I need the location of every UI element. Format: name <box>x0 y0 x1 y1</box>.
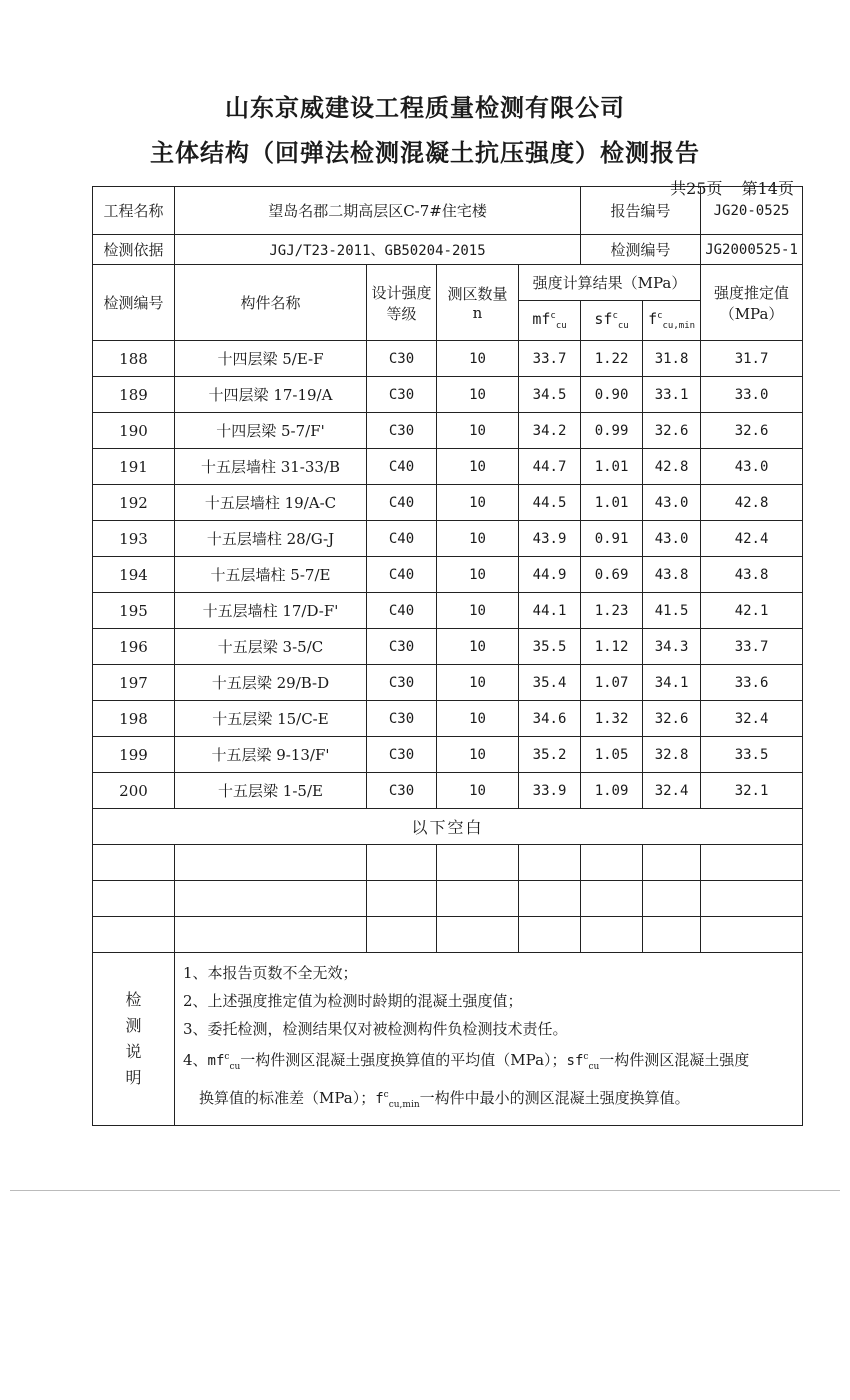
cell-mean: 33.9 <box>519 773 581 809</box>
cell-mean: 34.6 <box>519 701 581 737</box>
empty-cell <box>93 881 175 917</box>
project-label: 工程名称 <box>93 187 175 235</box>
cell-est: 32.6 <box>701 413 803 449</box>
note-3: 3、委托检测，检测结果仅对被检测构件负检测技术责任。 <box>183 1020 568 1038</box>
scan-edge-line <box>10 1190 840 1191</box>
cell-id: 194 <box>93 557 175 593</box>
note-4-line-2a: 换算值的标准差（MPa）； <box>199 1089 376 1107</box>
cell-min: 32.6 <box>643 701 701 737</box>
cell-grade: C30 <box>367 377 437 413</box>
cell-est: 32.1 <box>701 773 803 809</box>
cell-zones: 10 <box>437 485 519 521</box>
cell-zones: 10 <box>437 737 519 773</box>
empty-row <box>93 845 803 881</box>
table-row <box>93 413 803 449</box>
empty-cell <box>437 845 519 881</box>
empty-row <box>93 917 803 953</box>
test-no-value: JG2000525-1 <box>701 235 803 265</box>
cell-est: 42.4 <box>701 521 803 557</box>
info-row-basis <box>93 235 803 265</box>
report-no-value: JG20-0525 <box>701 187 803 235</box>
cell-id: 188 <box>93 341 175 377</box>
cell-id: 197 <box>93 665 175 701</box>
cell-grade: C30 <box>367 773 437 809</box>
cell-grade: C30 <box>367 413 437 449</box>
empty-cell <box>643 917 701 953</box>
cell-min: 32.4 <box>643 773 701 809</box>
cell-sd: 1.01 <box>581 449 643 485</box>
cell-mean: 44.5 <box>519 485 581 521</box>
cell-id: 189 <box>93 377 175 413</box>
cell-mean: 34.5 <box>519 377 581 413</box>
cell-component: 十五层墙柱 17/D-F' <box>175 593 367 629</box>
report-no-label: 报告编号 <box>581 187 701 235</box>
table-row <box>93 341 803 377</box>
table-row <box>93 773 803 809</box>
table-row <box>93 737 803 773</box>
min-symbol: f <box>648 310 658 328</box>
note-2: 2、上述强度推定值为检测时龄期的混凝土强度值； <box>183 992 523 1010</box>
cell-est: 43.8 <box>701 557 803 593</box>
empty-cell <box>367 917 437 953</box>
cell-mean: 44.7 <box>519 449 581 485</box>
cell-min: 42.8 <box>643 449 701 485</box>
cell-sd: 0.90 <box>581 377 643 413</box>
col-calc-header: 强度计算结果（MPa） <box>519 265 701 301</box>
cell-id: 196 <box>93 629 175 665</box>
cell-min: 43.8 <box>643 557 701 593</box>
cell-est: 43.0 <box>701 449 803 485</box>
cell-sd: 1.22 <box>581 341 643 377</box>
notes-content <box>175 953 803 1126</box>
cell-sd: 1.07 <box>581 665 643 701</box>
cell-id: 193 <box>93 521 175 557</box>
cell-component: 十五层梁 1-5/E <box>175 773 367 809</box>
info-row-project <box>93 187 803 235</box>
empty-cell <box>93 845 175 881</box>
notes-label-text: 检 测 说 明 <box>125 990 142 1087</box>
cell-sd: 0.99 <box>581 413 643 449</box>
cell-sd: 0.91 <box>581 521 643 557</box>
cell-min: 33.1 <box>643 377 701 413</box>
report-title: 主体结构（回弹法检测混凝土抗压强度）检测报告 <box>150 138 700 167</box>
table-row <box>93 701 803 737</box>
cell-sd: 1.09 <box>581 773 643 809</box>
cell-est: 32.4 <box>701 701 803 737</box>
min-sub: cu,min <box>662 321 696 331</box>
cell-zones: 10 <box>437 377 519 413</box>
empty-row <box>93 881 803 917</box>
cell-zones: 10 <box>437 773 519 809</box>
sd-symbol: sf <box>594 310 613 328</box>
table-row <box>93 665 803 701</box>
col-mean-header <box>519 301 581 341</box>
cell-zones: 10 <box>437 521 519 557</box>
table-row <box>93 629 803 665</box>
table-row <box>93 593 803 629</box>
note-4-min-sub: cu,min <box>388 1100 420 1110</box>
cell-mean: 35.2 <box>519 737 581 773</box>
mean-symbol: mf <box>532 310 551 328</box>
empty-cell <box>581 881 643 917</box>
cell-min: 32.6 <box>643 413 701 449</box>
cell-est: 33.6 <box>701 665 803 701</box>
min-sup: c <box>657 311 663 321</box>
cell-est: 33.0 <box>701 377 803 413</box>
blank-note: 以下空白 <box>93 809 803 845</box>
cell-grade: C40 <box>367 593 437 629</box>
cell-zones: 10 <box>437 593 519 629</box>
cell-id: 192 <box>93 485 175 521</box>
cell-min: 43.0 <box>643 521 701 557</box>
cell-grade: C40 <box>367 557 437 593</box>
cell-min: 32.8 <box>643 737 701 773</box>
note-4-prefix: 4、 <box>183 1051 208 1069</box>
sd-sub: cu <box>617 321 629 331</box>
cell-min: 41.5 <box>643 593 701 629</box>
empty-cell <box>581 845 643 881</box>
empty-cell <box>93 917 175 953</box>
cell-component: 十四层梁 5/E-F <box>175 341 367 377</box>
cell-id: 200 <box>93 773 175 809</box>
col-sd-header <box>581 301 643 341</box>
cell-sd: 1.23 <box>581 593 643 629</box>
empty-cell <box>175 881 367 917</box>
page-number: 第14页 <box>741 179 794 198</box>
cell-zones: 10 <box>437 449 519 485</box>
cell-id: 190 <box>93 413 175 449</box>
note-4-mean-sub: cu <box>229 1062 241 1072</box>
note-4-min-sup: c <box>383 1090 389 1100</box>
cell-mean: 44.1 <box>519 593 581 629</box>
col-zones-sub: n <box>472 304 483 322</box>
mean-sup: c <box>550 311 556 321</box>
notes-label <box>93 953 175 1126</box>
col-grade-header: 设计强度等级 <box>367 265 437 341</box>
cell-min: 31.8 <box>643 341 701 377</box>
cell-sd: 1.32 <box>581 701 643 737</box>
cell-id: 199 <box>93 737 175 773</box>
empty-cell <box>367 881 437 917</box>
note-4-line-2b: 一构件中最小的测区混凝土强度换算值。 <box>419 1089 690 1107</box>
company-name: 山东京威建设工程质量检测有限公司 <box>225 93 625 122</box>
note-4-part-1: 一构件测区混凝土强度换算值的平均值（MPa）； <box>240 1051 567 1069</box>
note-4-sd-symbol: sf <box>566 1053 584 1069</box>
col-zones-label: 测区数量 <box>447 285 508 303</box>
report-table <box>92 186 803 1126</box>
cell-id: 198 <box>93 701 175 737</box>
cell-component: 十五层墙柱 28/G-J <box>175 521 367 557</box>
cell-sd: 1.01 <box>581 485 643 521</box>
cell-id: 191 <box>93 449 175 485</box>
empty-cell <box>701 881 803 917</box>
empty-cell <box>643 845 701 881</box>
empty-cell <box>701 917 803 953</box>
cell-grade: C30 <box>367 737 437 773</box>
col-est-header: 强度推定值（MPa） <box>701 265 803 341</box>
note-4-mean-symbol: mf <box>207 1053 225 1069</box>
cell-grade: C40 <box>367 449 437 485</box>
note-4-part-2: 一构件测区混凝土强度 <box>599 1051 750 1069</box>
cell-zones: 10 <box>437 665 519 701</box>
project-value: 望岛名郡二期高层区C-7#住宅楼 <box>175 187 581 235</box>
basis-label: 检测依据 <box>93 235 175 265</box>
empty-cell <box>581 917 643 953</box>
note-4-line-2 <box>183 1081 794 1119</box>
cell-min: 34.3 <box>643 629 701 665</box>
cell-est: 33.5 <box>701 737 803 773</box>
cell-component: 十五层梁 9-13/F' <box>175 737 367 773</box>
blank-note-row <box>93 809 803 845</box>
empty-cell <box>437 917 519 953</box>
cell-zones: 10 <box>437 629 519 665</box>
cell-grade: C30 <box>367 665 437 701</box>
cell-est: 31.7 <box>701 341 803 377</box>
cell-mean: 33.7 <box>519 341 581 377</box>
empty-cell <box>643 881 701 917</box>
note-4-sd-sub: cu <box>588 1062 600 1072</box>
empty-cell <box>367 845 437 881</box>
cell-sd: 1.12 <box>581 629 643 665</box>
cell-component: 十五层梁 3-5/C <box>175 629 367 665</box>
col-component-header: 构件名称 <box>175 265 367 341</box>
cell-zones: 10 <box>437 557 519 593</box>
cell-component: 十五层梁 29/B-D <box>175 665 367 701</box>
cell-est: 42.8 <box>701 485 803 521</box>
cell-grade: C30 <box>367 701 437 737</box>
test-no-label: 检测编号 <box>581 235 701 265</box>
col-zones-header <box>437 265 519 341</box>
cell-component: 十五层墙柱 31-33/B <box>175 449 367 485</box>
cell-sd: 0.69 <box>581 557 643 593</box>
table-row <box>93 449 803 485</box>
note-1: 1、本报告页数不全无效； <box>183 964 358 982</box>
cell-component: 十五层梁 15/C-E <box>175 701 367 737</box>
note-4-min-symbol: f <box>375 1091 384 1107</box>
empty-cell <box>519 917 581 953</box>
empty-cell <box>175 845 367 881</box>
cell-mean: 35.4 <box>519 665 581 701</box>
cell-grade: C40 <box>367 521 437 557</box>
cell-zones: 10 <box>437 341 519 377</box>
notes-row <box>93 953 803 1126</box>
cell-zones: 10 <box>437 701 519 737</box>
table-row <box>93 557 803 593</box>
cell-min: 34.1 <box>643 665 701 701</box>
cell-component: 十五层墙柱 19/A-C <box>175 485 367 521</box>
cell-component: 十四层梁 17-19/A <box>175 377 367 413</box>
cell-sd: 1.05 <box>581 737 643 773</box>
table-row <box>93 377 803 413</box>
cell-component: 十四层梁 5-7/F' <box>175 413 367 449</box>
cell-min: 43.0 <box>643 485 701 521</box>
empty-cell <box>701 845 803 881</box>
cell-mean: 34.2 <box>519 413 581 449</box>
empty-cell <box>437 881 519 917</box>
mean-sub: cu <box>555 321 567 331</box>
table-row <box>93 521 803 557</box>
column-header-row <box>93 265 803 301</box>
basis-value: JGJ/T23-2011、GB50204-2015 <box>175 235 581 265</box>
cell-component: 十五层墙柱 5-7/E <box>175 557 367 593</box>
col-id-header: 检测编号 <box>93 265 175 341</box>
cell-id: 195 <box>93 593 175 629</box>
col-min-header <box>643 301 701 341</box>
cell-grade: C40 <box>367 485 437 521</box>
cell-grade: C30 <box>367 341 437 377</box>
empty-cell <box>519 845 581 881</box>
cell-grade: C30 <box>367 629 437 665</box>
total-pages: 共25页 <box>670 179 723 198</box>
empty-cell <box>519 881 581 917</box>
note-4-mean-sup: c <box>224 1052 230 1062</box>
note-4-sd-sup: c <box>583 1052 589 1062</box>
empty-cell <box>175 917 367 953</box>
cell-mean: 44.9 <box>519 557 581 593</box>
note-4-line-1 <box>183 1043 794 1081</box>
sd-sup: c <box>612 311 618 321</box>
cell-zones: 10 <box>437 413 519 449</box>
data-rows <box>93 341 803 809</box>
cell-mean: 43.9 <box>519 521 581 557</box>
cell-est: 42.1 <box>701 593 803 629</box>
table-row <box>93 485 803 521</box>
cell-est: 33.7 <box>701 629 803 665</box>
cell-mean: 35.5 <box>519 629 581 665</box>
